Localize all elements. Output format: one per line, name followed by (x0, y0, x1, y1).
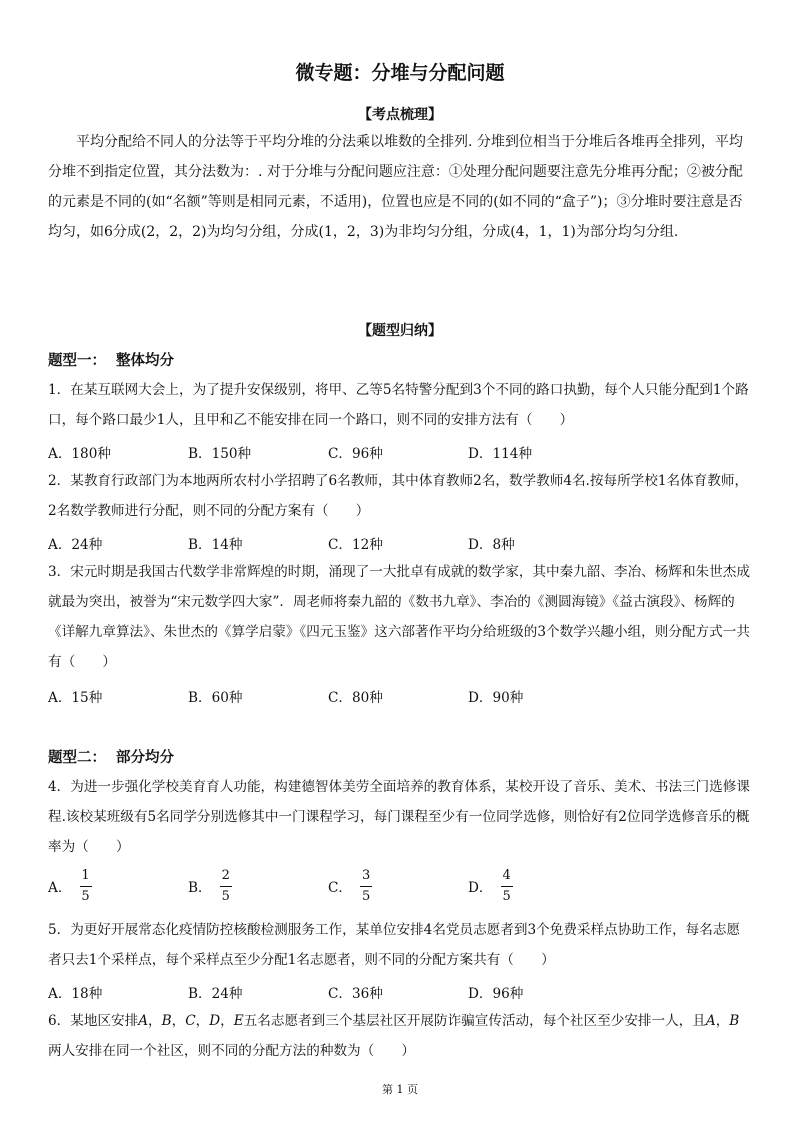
q4-option-d (468, 864, 513, 908)
q2-option-d: D．8种 (468, 537, 515, 553)
review-paragraph: 平均分配给不同人的分法等于平均分堆的分法乘以堆数的全排列. 分堆到位相当于分堆后各堆再全排列，平均分堆不到指定位置，其分法数为：. 对于分堆与分配问题应注意：①处理分配问题要注意先分堆再分配；②被分配的元素是不同的(如“名额”等则是相同元素，不适用)，位置也应是不同的(如不同的“盒子”)；③分堆时要注意是否均匀，如6分成(2，2，2)为均匀分组，分成(1，2，3)为非均匀分组，分成(4，1，1)为部分均匀分组. (48, 134, 743, 240)
question-2: 2．某教育行政部门为本地两所农村小学招聘了6名教师，其中体育教师2名，数学教师4名.按每所学校1名体育教师，2名数学教师进行分配，则不同的分配方案有（ ） (48, 473, 749, 519)
q6-var-a-2: A (705, 1013, 716, 1029)
fraction-numerator: 3 (362, 867, 371, 883)
fraction-bar (80, 886, 92, 887)
summary-heading: 【题型归纳】 (358, 323, 442, 339)
q4-option-a-fraction (79, 868, 91, 905)
q5-option-b: B．24种 (188, 986, 243, 1002)
page-footer: 第 1 页 (382, 1083, 418, 1096)
fraction-bar (360, 886, 372, 887)
fraction-denominator: 5 (362, 888, 371, 904)
fraction-numerator: 2 (221, 867, 230, 883)
q6-mid2: 两人安排在同一个社区，则不同的分配方法的种数为（ ） (48, 1043, 416, 1059)
type1-name: 整体均分 (116, 353, 174, 369)
fraction-bar (501, 886, 513, 887)
q6-var-b-2: B (729, 1013, 740, 1029)
q6-sep: ， (195, 1013, 210, 1029)
q4-option-b (188, 864, 232, 908)
question-6 (48, 1006, 752, 1066)
fraction-numerator: 1 (81, 867, 90, 883)
q6-var-d: D (209, 1013, 221, 1029)
question-4-options (48, 864, 752, 908)
question-3-options (48, 686, 752, 710)
fraction-denominator: 5 (81, 888, 90, 904)
q6-prefix: 6．某地区安排 (48, 1013, 139, 1029)
q5-option-d: D．96种 (468, 986, 524, 1002)
q4-option-c-fraction (360, 868, 372, 905)
review-heading: 【考点梳理】 (358, 107, 442, 123)
q4-option-c-letter: C． (328, 880, 352, 896)
question-3: 3．宋元时期是我国古代数学非常辉煌的时期，涌现了一大批卓有成就的数学家，其中秦九韶、李冶、杨辉和朱世杰成就最为突出，被誉为“宋元数学四大家”．周老师将秦九韶的《数书九章》、李冶的《测圆海镜》《益古演段》、杨辉的《详解九章算法》、朱世杰的《算学启蒙》《四元玉鉴》这六部著作平均分给班级的3个数学兴趣小组，则分配方式一共有（ ） (48, 564, 750, 670)
q1-option-a: A．180种 (48, 446, 111, 462)
q6-sep: ， (171, 1013, 186, 1029)
q6-mid: 五名志愿者到三个基层社区开展防诈骗宣传活动，每个社区至少安排一人，且 (243, 1013, 706, 1029)
q3-option-d: D．90种 (468, 690, 524, 706)
q3-option-c: C．80种 (328, 690, 383, 706)
question-1-options (48, 442, 752, 466)
q3-option-b: B．60种 (188, 690, 243, 706)
q6-sep: ， (715, 1013, 730, 1029)
q6-var-c: C (185, 1013, 196, 1029)
question-5-options (48, 982, 752, 1006)
type1-heading (48, 349, 174, 370)
q1-option-b: B．150种 (188, 446, 252, 462)
page-title: 微专题：分堆与分配问题 (295, 62, 505, 84)
type2-name: 部分均分 (116, 750, 174, 766)
q4-option-a-letter: A． (48, 880, 72, 896)
question-1: 1．在某互联网大会上，为了提升安保级别，将甲、乙等5名特警分配到3个不同的路口执勤，每个人只能分配到1个路口，每个路口最少1人，且甲和乙不能安排在同一个路口，则不同的安排方法有（ ） (48, 382, 749, 428)
q6-sep: ， (148, 1013, 162, 1029)
fraction-denominator: 5 (502, 888, 511, 904)
q6-var-b: B (161, 1013, 172, 1029)
question-5: 5．为更好开展常态化疫情防控核酸检测服务工作，某单位安排4名党员志愿者到3个免费采样点协助工作，每名志愿者只去1个采样点，每个采样点至少分配1名志愿者，则不同的分配方案共有（ ） (48, 922, 741, 968)
q2-option-a: A．24种 (48, 537, 103, 553)
type1-label: 题型一： (48, 353, 106, 369)
q6-var-e: E (233, 1013, 244, 1029)
type2-heading (48, 746, 174, 767)
q4-option-d-fraction (501, 868, 513, 905)
q1-option-d: D．114种 (468, 446, 533, 462)
q2-option-b: B．14种 (188, 537, 243, 553)
q6-var-a: A (138, 1013, 149, 1029)
fraction-denominator: 5 (221, 888, 230, 904)
q5-option-a: A．18种 (48, 986, 103, 1002)
q2-option-c: C．12种 (328, 537, 383, 553)
fraction-bar (220, 886, 232, 887)
q3-option-a: A．15种 (48, 690, 103, 706)
q4-option-a (48, 864, 92, 908)
q4-option-b-letter: B． (188, 880, 212, 896)
q4-option-c (328, 864, 372, 908)
q4-option-d-letter: D． (468, 880, 493, 896)
question-2-options (48, 533, 752, 557)
q1-option-c: C．96种 (328, 446, 383, 462)
fraction-numerator: 4 (502, 867, 511, 883)
question-4: 4．为进一步强化学校美育育人功能，构建德智体美劳全面培养的教育体系，某校开设了音乐、美术、书法三门选修课程.该校某班级有5名同学分别选修其中一门课程学习，每门课程至少有一位同学选修，则恰好有2位同学选修音乐的概率为（ ） (48, 779, 750, 855)
q5-option-c: C．36种 (328, 986, 383, 1002)
q6-sep: ， (220, 1013, 234, 1029)
q4-option-b-fraction (220, 868, 232, 905)
type2-label: 题型二： (48, 750, 106, 766)
